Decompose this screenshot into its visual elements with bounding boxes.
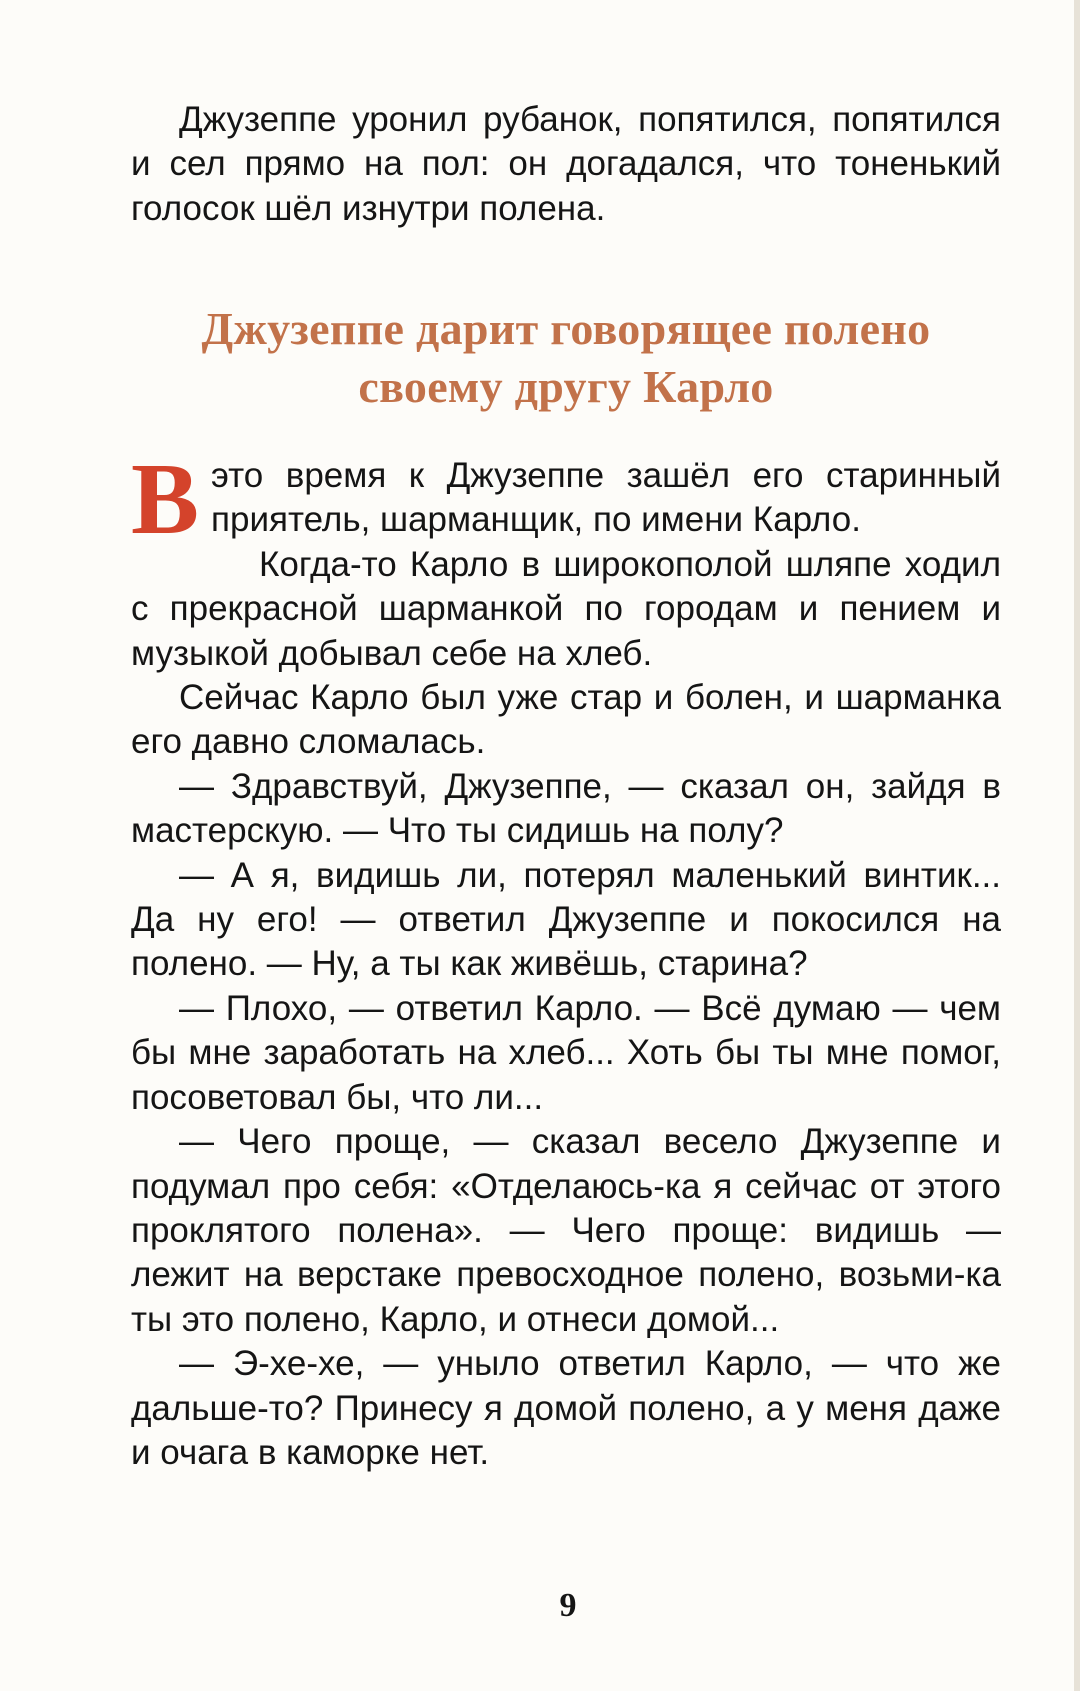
chapter-title-line-2: своему другу Карло bbox=[358, 361, 774, 412]
paragraph: Сейчас Карло был уже стар и болен, и шарманка его давно сломалась. bbox=[131, 678, 1001, 762]
intro-text bbox=[131, 98, 1001, 231]
paragraph: — А я, видишь ли, потерял маленький винтик... Да ну его! — ответил Джузеппе и покосился на полено. — Ну, а ты как живёшь, старина? bbox=[131, 855, 1001, 984]
chapter-body bbox=[131, 443, 1001, 1475]
paragraph: Джузеппе уронил рубанок, попятился, попятился и сел прямо на пол: он догадался, что тоненький голосок шёл изнутри полена. bbox=[131, 100, 1001, 228]
paragraph: Когда-то Карло в широкополой шляпе ходил с прекрасной шарманкой по городам и пением и музыкой добывал себе на хлеб. bbox=[131, 544, 1001, 673]
paragraph: — Здравствуй, Джузеппе, — сказал он, зайдя в мастерскую. — Что ты сидишь на полу? bbox=[131, 766, 1001, 851]
paragraph-text: это время к Джузеппе зашёл его старинный приятель, шарманщик, по имени Карло. bbox=[211, 456, 1001, 540]
chapter-title-line-1: Джузеппе дарит говорящее полено bbox=[201, 303, 931, 354]
drop-cap: В bbox=[131, 443, 200, 556]
paragraph: — Чего проще, — сказал весело Джузеппе и подумал про себя: «Отделаюсь-ка я сейчас от этого проклятого полена». — Чего проще: видишь — лежит на верстаке превосходное полено, возьми-ка ты это полено, Карло, и отнеси домой... bbox=[131, 1122, 1001, 1339]
page-number: 9 bbox=[559, 1587, 577, 1624]
paragraph: — Плохо, — ответил Карло. — Всё думаю — чем бы мне заработать на хлеб... Хоть бы ты мне помог, посоветовал бы, что ли... bbox=[131, 988, 1001, 1117]
paragraph-with-dropcap bbox=[131, 443, 1001, 556]
paragraph: — Э-хе-хе, — уныло ответил Карло, — что же дальше-то? Принесу я домой полено, а у меня даже и очага в каморке нет. bbox=[131, 1344, 1001, 1472]
chapter-title bbox=[131, 300, 1001, 416]
